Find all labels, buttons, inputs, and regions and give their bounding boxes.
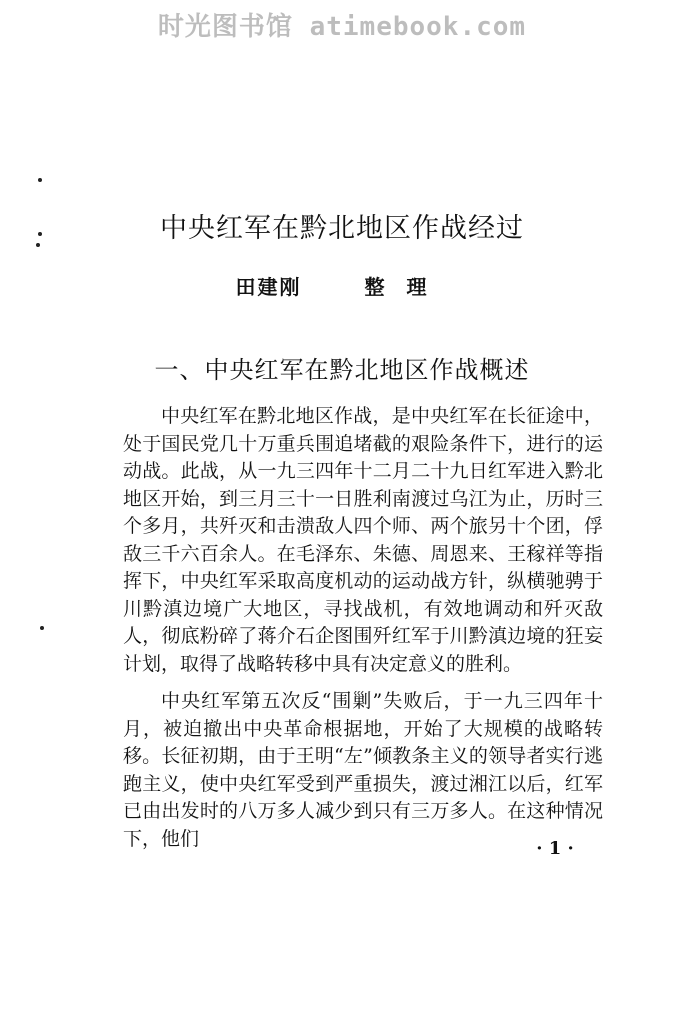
watermark: 时光图书馆 atimebook.com: [157, 12, 527, 42]
section-heading: 一、中央红军在黔北地区作战概述: [154, 356, 530, 384]
article-title: 中央红军在黔北地区作战经过: [160, 213, 524, 244]
byline: [0, 271, 684, 300]
body-paragraph-1: [123, 403, 603, 678]
page-number: · 1 ·: [536, 838, 574, 859]
author-role: 整理: [364, 275, 449, 299]
author-name: 田建刚: [235, 275, 302, 299]
margin-mark: [40, 626, 44, 630]
body-paragraph-2: [123, 688, 603, 853]
margin-mark: [38, 178, 42, 182]
paragraph-text: 中央红军第五次反“围剿”失败后，于一九三四年十月，被迫撤出中央革命根据地，开始了大规模的战略转移。长征初期，由于王明“左”倾教条主义的领导者实行逃跑主义，使中央红军受到严重损失，渡过湘江以后，红军已由出发时的八万多人减少到只有三万多人。在这种情况下，他们: [123, 690, 603, 850]
paragraph-text: 中央红军在黔北地区作战，是中央红军在长征途中，处于国民党几十万重兵围追堵截的艰险条件下，进行的运动战。此战，从一九三四年十二月二十九日红军进入黔北地区开始，到三月三十一日胜利南渡过乌江为止，历时三个多月，共歼灭和击溃敌人四个师、两个旅另十个团，俘敌三千六百余人。在毛泽东、朱德、周恩来、王稼祥等指挥下，中央红军采取高度机动的运动战方针，纵横驰骋于川黔滇边境广大地区，寻找战机，有效地调动和歼灭敌人，彻底粉碎了蒋介石企图围歼红军于川黔滇边境的狂妄计划，取得了战略转移中具有决定意义的胜利。: [123, 405, 603, 675]
